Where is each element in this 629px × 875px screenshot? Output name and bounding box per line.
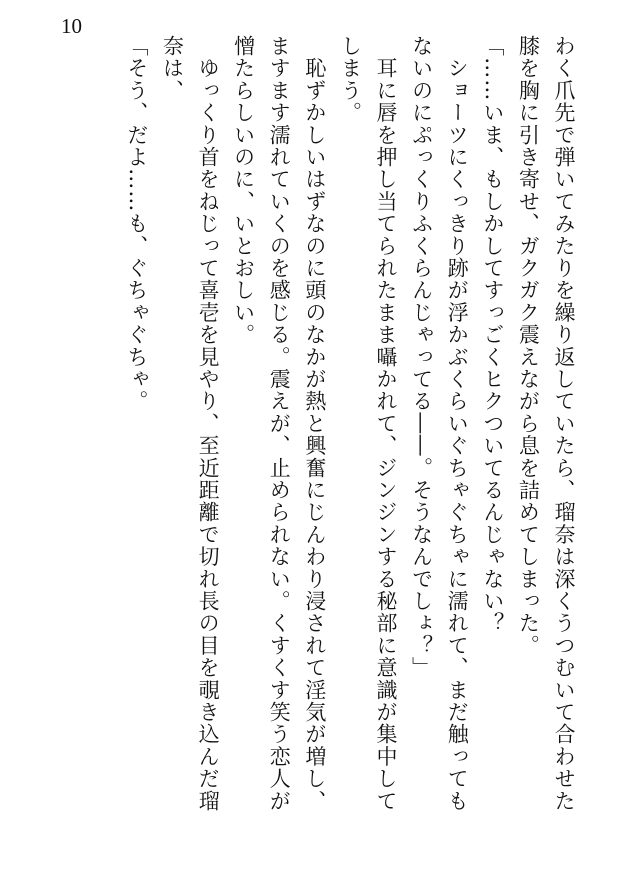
- text-line: 恥ずかしいはずなのに頭のなかが熱と興奮にじんわり浸されて淫気が増し、: [302, 35, 327, 812]
- text-line: ないのにぷっくりふくらんじゃってる――。そうなんでしょ？」: [409, 35, 434, 679]
- text-line: ショーツにくっきり跡が浮かぶくらいぐちゃぐちゃに濡れて、まだ触っても: [445, 35, 470, 812]
- text-line: 「……いま、もしかしてすっごくヒクついてるんじゃない？: [480, 35, 505, 635]
- text-line: 憎たらしいのに、いとおしい。: [231, 35, 256, 346]
- text-line: ゆっくり首をねじって喜壱を見やり、至近距離で切れ長の目を覗き込んだ瑠: [196, 35, 221, 813]
- text-line: 奈は、: [160, 35, 185, 102]
- body-text: [61, 35, 581, 835]
- page-number: 10: [61, 14, 82, 38]
- text-line: 「そう、だよ……も、ぐちゃぐちゃ。: [124, 35, 149, 413]
- text-line: 耳に唇を押し当てられたまま囁かれて、ジンジンする秘部に意識が集中して: [374, 35, 399, 812]
- text-line: ますます濡れていくのを感じる。震えが、止められない。くすくす笑う恋人が: [267, 35, 292, 812]
- text-line: 膝を胸に引き寄せ、ガクガク震えながら息を詰めてしまった。: [516, 35, 541, 657]
- text-line: しまう。: [338, 35, 363, 124]
- text-line: わく爪先で弾いてみたりを繰り返していたら、瑠奈は深くうつむいて合わせた: [552, 35, 576, 812]
